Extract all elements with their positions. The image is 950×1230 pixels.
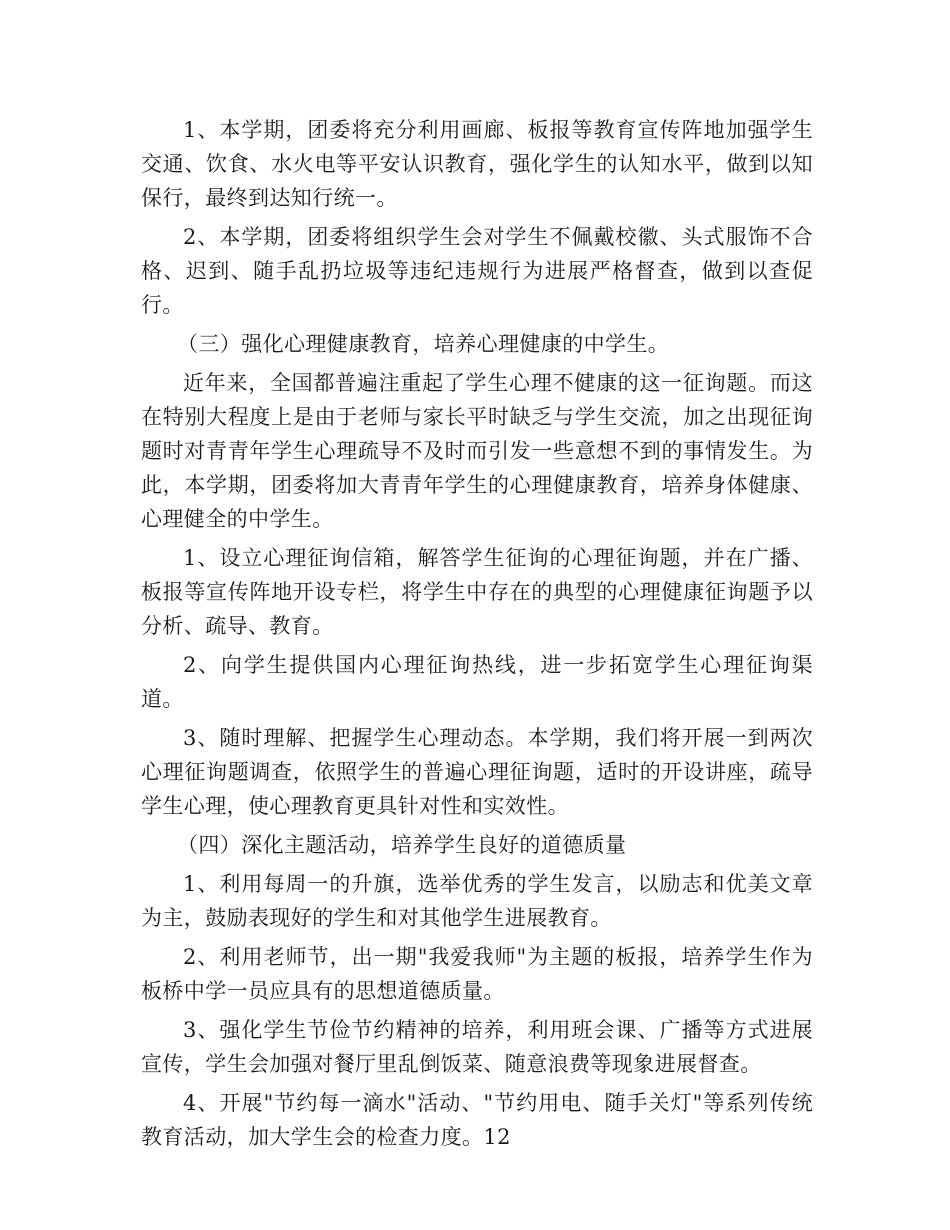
section-heading: （三）强化心理健康教育，培养心理健康的中学生。 xyxy=(177,332,670,356)
paragraph-item: 2、利用老师节，出一期"我爱我师"为主题的板报，培养学生作为板桥中学一员应具有的思想道德质量。 xyxy=(141,945,813,1003)
document-page xyxy=(141,113,813,1159)
paragraph-body: 近年来，全国都普遍注重起了学生心理不健康的这一征询题。而这在特别大程度上是由于老师与家长平时缺乏与学生交流，加之出现征询题时对青青年学生心理疏导不及时而引发一些意想不到的事情发生。为此，本学期，团委将加大青青年学生的心理健康教育，培养身体健康、心理健全的中学生。 xyxy=(141,371,813,531)
paragraph-item: 2、本学期，团委将组织学生会对学生不佩戴校徽、头式服饰不合格、迟到、随手乱扔垃圾等违纪违规行为进展严格督查，做到以查促行。 xyxy=(141,225,813,317)
paragraph-item: 3、随时理解、把握学生心理动态。本学期，我们将开展一到两次心理征询题调查，依照学生的普遍心理征询题，适时的开设讲座，疏导学生心理，使心理教育更具针对性和实效性。 xyxy=(141,726,813,818)
paragraph-item: 3、强化学生节俭节约精神的培养，利用班会课、广播等方式进展宣传，学生会加强对餐厅里乱倒饭菜、随意浪费等现象进展督查。 xyxy=(141,1018,813,1076)
section-heading: （四）深化主题活动，培养学生良好的道德质量 xyxy=(177,833,627,857)
paragraph-item: 2、向学生提供国内心理征询热线，进一步拓宽学生心理征询渠道。 xyxy=(141,653,813,711)
paragraph-item: 1、利用每周一的升旗，选举优秀的学生发言，以励志和优美文章为主，鼓励表现好的学生和对其他学生进展教育。 xyxy=(141,872,813,930)
paragraph-item: 1、本学期，团委将充分利用画廊、板报等教育宣传阵地加强学生交通、饮食、水火电等平安认识教育，强化学生的认知水平，做到以知保行，最终到达知行统一。 xyxy=(141,118,813,210)
paragraph-item: 1、设立心理征询信箱，解答学生征询的心理征询题，并在广播、板报等宣传阵地开设专栏，将学生中存在的典型的心理健康征询题予以分析、疏导、教育。 xyxy=(141,546,813,638)
paragraph-item: 4、开展"节约每一滴水"活动、"节约用电、随手关灯"等系列传统教育活动，加大学生会的检查力度。12 xyxy=(141,1091,813,1149)
